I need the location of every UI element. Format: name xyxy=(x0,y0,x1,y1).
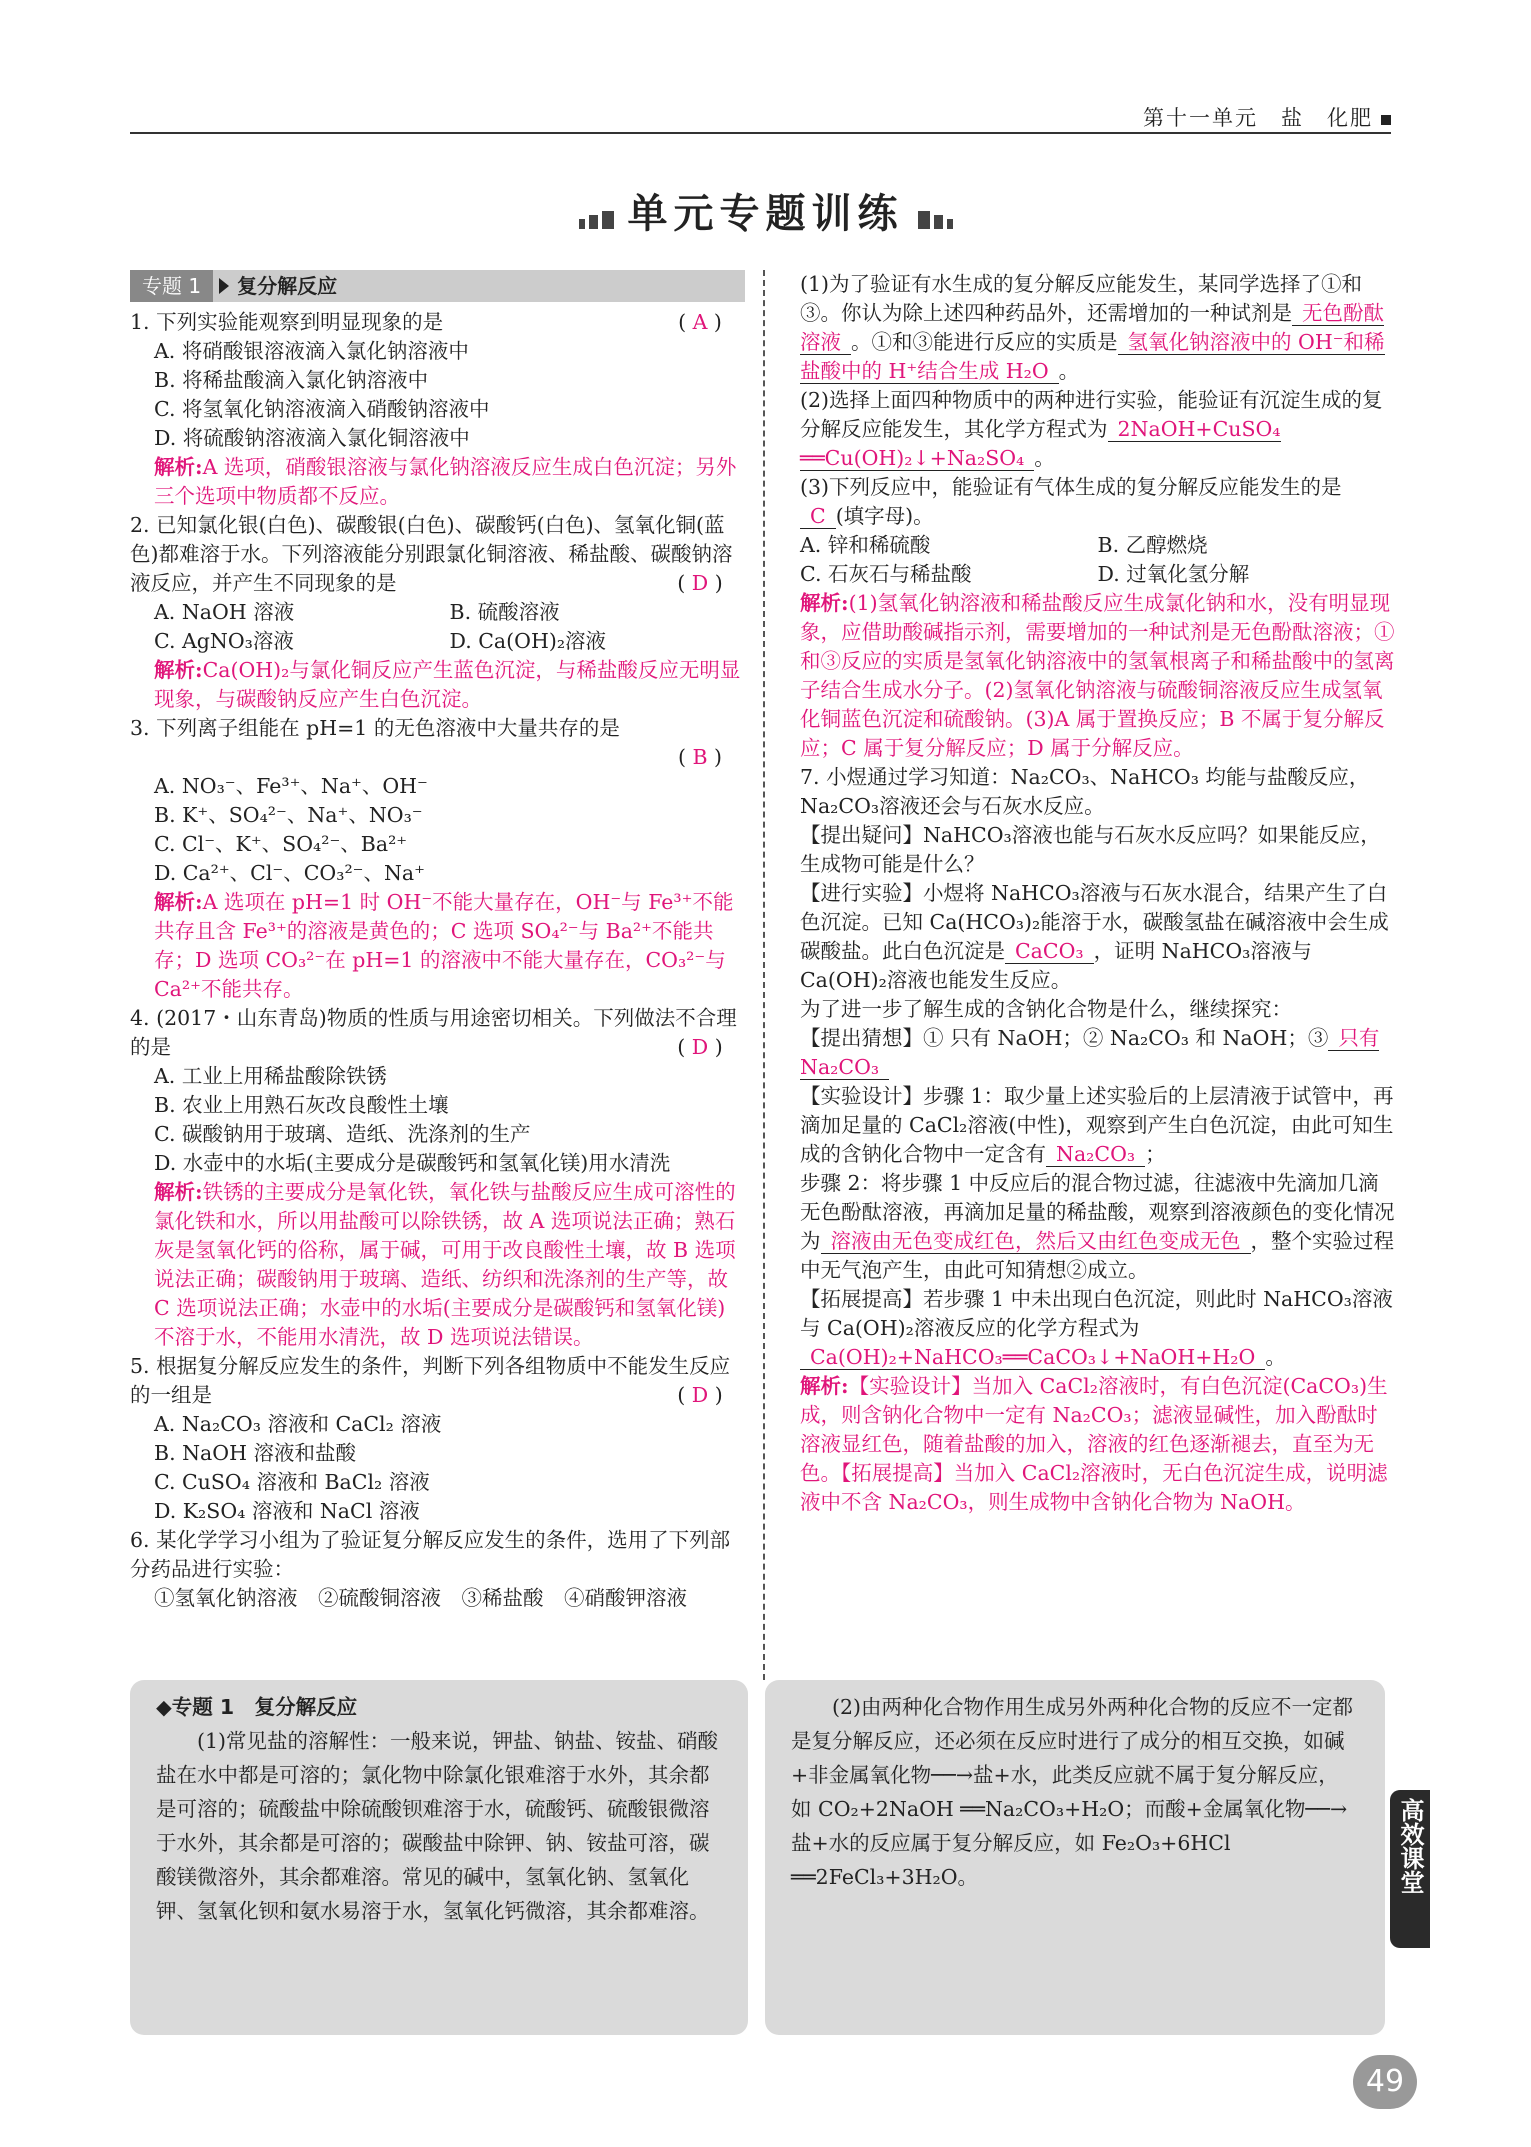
arrow-icon xyxy=(219,278,229,294)
tip-heading: ◆专题 1 复分解反应 xyxy=(156,1695,358,1719)
title-decoration-right-icon xyxy=(916,193,955,239)
question-7: 7. 小煜通过学习知道：Na₂CO₃、NaHCO₃ 均能与盐酸反应，Na₂CO₃溶液还会与石灰水反应。 【提出疑问】NaHCO₃溶液也能与石灰水反应吗？如果能反应，生成物可能是什么？ 【进行实验】小煜将 NaHCO₃溶液与石灰水混合，结果产生了白色沉淀。已知 Ca(HCO₃)₂能溶于水，碳酸氢盐在碱溶液中会生成碳酸盐。此白色沉淀是 CaCO₃ ，证明 NaHCO₃溶液与 Ca(OH)₂溶液也能发生反应。 为了进一步了解生成的含钠化合物是什么，继续探究： 【提出猜想】① 只有 NaOH；② Na₂CO₃ 和 NaOH；③ 只有 Na₂CO₃ 【实验设计】步骤 1：取少量上述实验后的上层清液于试管中，再滴加足量的 CaCl₂溶液(中性)，观察到产生白色沉淀，由此可知生成的含钠化合物中一定含有 Na₂CO₃ ； 步骤 2：将步骤 1 中反应后的混合物过滤，往滤液中先滴加几滴无色酚酞溶液，再滴加足量的稀盐酸，观察到溶液颜色的变化情况为 溶液由无色变成红色，然后又由红色变成无色 ，整个实验过程中无气泡产生，由此可知猜想②成立。 【拓展提高】若步骤 1 中未出现白色沉淀，则此时 NaHCO₃溶液与 Ca(OH)₂溶液反应的化学方程式为Ca(OH)₂+NaHCO₃══CaCO₃↓+NaOH+H₂O 。 解析:【实验设计】当加入 CaCl₂溶液时，有白色沉淀(CaCO₃)生成，则含钠化合物中一定有 Na₂CO₃；滤液显碱性，加入酚酞时溶液显红色，随着盐酸的加入，溶液的红色逐渐褪去，直至为无色。【拓展提高】当加入 CaCl₂溶液时，无白色沉淀生成，说明滤液中不含 Na₂CO₃，则生成物中含钠化合物为 NaOH。 xyxy=(800,763,1395,1517)
answer-slot: ( D ) xyxy=(677,571,723,595)
option: C. 碳酸钠用于玻璃、造纸、洗涤剂的生产 xyxy=(154,1122,531,1146)
section-name: 复分解反应 xyxy=(237,273,338,298)
title-decoration-left-icon xyxy=(577,193,616,239)
answer-blank: Na₂CO₃ xyxy=(1046,1142,1145,1167)
answer-blank: 氢氧化钠溶液中的 OH⁻和稀盐酸中的 H⁺结合生成 H₂O xyxy=(800,330,1385,383)
answer-blank: 2NaOH+CuSO₄ ══Cu(OH)₂↓+Na₂SO₄ xyxy=(800,417,1281,470)
question-6-parts: (1)为了验证有水生成的复分解反应能发生，某同学选择了①和③。你认为除上述四种药品外，还需增加的一种试剂是 无色酚酞溶液 。①和③能进行反应的实质是 氢氧化钠溶液中的 OH⁻和稀盐酸中的 H⁺结合生成 H₂O 。 (2)选择上面四种物质中的两种进行实验，能验证有沉淀生成的复分解反应能发生，其化学方程式为 2NaOH+CuSO₄ ══Cu(OH)₂↓+Na₂SO₄ 。 (3)下列反应中，能验证有气体生成的复分解反应能发生的是C (填字母)。 A. 锌和稀硫酸 B. 乙醇燃烧 C. 石灰石与稀盐酸 D. 过氧化氢分解 解析:(1)氢氧化钠溶液和稀盐酸反应生成氯化钠和水，没有明显现象，应借助酸碱指示剂，需要增加的一种试剂是无色酚酞溶液；①和③反应的实质是氢氧化钠溶液中的氢氧根离子和稀盐酸中的氢离子结合生成水分子。(2)氢氧化钠溶液与硫酸铜溶液反应生成氢氧化铜蓝色沉淀和硫酸钠。(3)A 属于置换反应；B 不属于复分解反应；C 属于复分解反应；D 属于分解反应。 xyxy=(800,270,1395,763)
answer-blank: CaCO₃ xyxy=(1005,939,1094,964)
side-tab: 高效课堂 xyxy=(1390,1790,1430,1948)
page-title: 单元专题训练 xyxy=(0,182,1531,239)
option: D. Ca²⁺、Cl⁻、CO₃²⁻、Na⁺ xyxy=(154,861,425,885)
square-icon xyxy=(1381,115,1391,125)
question-5: 5. 根据复分解反应发生的条件，判断下列各组物质中不能发生反应的一组是 ( D ) A. Na₂CO₃ 溶液和 CaCl₂ 溶液 B. NaOH 溶液和盐酸 C. CuSO₄ 溶液和 BaCl₂ 溶液 D. K₂SO₄ 溶液和 NaCl 溶液 xyxy=(130,1352,745,1526)
question-6-stem: 6. 某化学学习小组为了验证复分解反应发生的条件，选用了下列部分药品进行实验： ①氢氧化钠溶液 ②硫酸铜溶液 ③稀盐酸 ④硝酸钾溶液 xyxy=(130,1526,745,1613)
left-column xyxy=(130,270,745,1613)
option: A. NO₃⁻、Fe³⁺、Na⁺、OH⁻ xyxy=(154,774,428,798)
question-4: 4. (2017・山东青岛)物质的性质与用途密切相关。下列做法不合理的是 ( D ) A. 工业上用稀盐酸除铁锈 B. 农业上用熟石灰改良酸性土壤 C. 碳酸钠用于玻璃、造纸、洗涤剂的生产 D. 水壶中的水垢(主要成分是碳酸钙和氢氧化镁)用水清洗 解析:铁锈的主要成分是氧化铁，氧化铁与盐酸反应生成可溶性的氯化铁和水，所以用盐酸可以除铁锈，故 A 选项说法正确；熟石灰是氢氧化钙的俗称，属于碱，可用于改良酸性土壤，故 B 选项说法正确；碳酸钠用于玻璃、造纸、纺织和洗涤剂的生产等，故 C 选项说法正确；水壶中的水垢(主要成分是碳酸钙和氢氧化镁)不溶于水，不能用水清洗，故 D 选项说法错误。 xyxy=(130,1004,745,1352)
unit-label: 第十一单元 盐 化肥 xyxy=(1143,102,1391,132)
option: D. K₂SO₄ 溶液和 NaCl 溶液 xyxy=(154,1499,420,1523)
option-row: A. 锌和稀硫酸 B. 乙醇燃烧 xyxy=(800,533,1208,557)
page-number: 49 xyxy=(1353,2055,1417,2109)
analysis: 解析:A 选项在 pH=1 时 OH⁻不能大量存在，OH⁻与 Fe³⁺不能共存且含 Fe³⁺的溶液是黄色的；C 选项 SO₄²⁻与 Ba²⁺不能共存；D 选项 CO₃²⁻在 pH=1 的溶液中不能大量存在，CO₃²⁻与 Ca²⁺不能共存。 xyxy=(154,890,734,1001)
section-tag: 专题 1 xyxy=(130,270,213,302)
option: C. 将氢氧化钠溶液滴入硝酸钠溶液中 xyxy=(154,397,490,421)
analysis: 解析:A 选项，硝酸银溶液与氯化钠溶液反应生成白色沉淀；另外三个选项中物质都不反应。 xyxy=(154,455,737,508)
option: D. 水壶中的水垢(主要成分是碳酸钙和氢氧化镁)用水清洗 xyxy=(154,1151,671,1175)
question-2: 2. 已知氯化银(白色)、碳酸银(白色)、碳酸钙(白色)、氢氧化铜(蓝色)都难溶于水。下列溶液能分别跟氯化铜溶液、稀盐酸、碳酸钠溶液反应，并产生不同现象的是 ( D ) A. NaOH 溶液 B. 硫酸溶液 C. AgNO₃溶液 D. Ca(OH)₂溶液 解析:Ca(OH)₂与氯化铜反应产生蓝色沉淀，与稀盐酸反应无明显现象，与碳酸钠反应产生白色沉淀。 xyxy=(130,511,745,714)
right-column xyxy=(800,270,1395,1517)
option: B. 农业上用熟石灰改良酸性土壤 xyxy=(154,1093,449,1117)
answer-blank: 无色酚酞溶液 xyxy=(800,301,1384,354)
answer-slot: ( D ) xyxy=(677,1035,723,1059)
tip-text: (2)由两种化合物作用生成另外两种化合物的反应不一定都是复分解反应，还必须在反应时进行了成分的相互交换，如碱+非金属氧化物──→盐+水，此类反应就不属于复分解反应，如 CO₂+2NaOH ══Na₂CO₃+H₂O；而酸+金属氧化物──→盐+水的反应属于复分解反应，如 Fe₂O₃+6HCl ══2FeCl₃+3H₂O。 xyxy=(791,1695,1354,1889)
analysis: 解析:【实验设计】当加入 CaCl₂溶液时，有白色沉淀(CaCO₃)生成，则含钠化合物中一定有 Na₂CO₃；滤液显碱性，加入酚酞时溶液显红色，随着盐酸的加入，溶液的红色逐渐褪去，直至为无色。【拓展提高】当加入 CaCl₂溶液时，无白色沉淀生成，说明滤液中不含 Na₂CO₃，则生成物中含钠化合物为 NaOH。 xyxy=(800,1374,1388,1514)
option-row: C. 石灰石与稀盐酸 D. 过氧化氢分解 xyxy=(800,562,1250,586)
answer-blank: 只有 Na₂CO₃ xyxy=(800,1026,1380,1079)
section-bar xyxy=(130,270,745,302)
analysis: 解析:(1)氢氧化钠溶液和稀盐酸反应生成氯化钠和水，没有明显现象，应借助酸碱指示剂，需要增加的一种试剂是无色酚酞溶液；①和③反应的实质是氢氧化钠溶液中的氢氧根离子和稀盐酸中的氢离子结合生成水分子。(2)氢氧化钠溶液与硫酸铜溶液反应生成氢氧化铜蓝色沉淀和硫酸钠。(3)A 属于置换反应；B 不属于复分解反应；C 属于复分解反应；D 属于分解反应。 xyxy=(800,591,1395,760)
reagent-list: ①氢氧化钠溶液 ②硫酸铜溶液 ③稀盐酸 ④硝酸钾溶液 xyxy=(154,1586,687,1610)
option: B. 将稀盐酸滴入氯化钠溶液中 xyxy=(154,368,429,392)
option-row: C. AgNO₃溶液 D. Ca(OH)₂溶液 xyxy=(154,629,607,653)
option: A. 将硝酸银溶液滴入氯化钠溶液中 xyxy=(154,339,469,363)
question-1: ( A ) 1. 下列实验能观察到明显现象的是 A. 将硝酸银溶液滴入氯化钠溶液中 B. 将稀盐酸滴入氯化钠溶液中 C. 将氢氧化钠溶液滴入硝酸钠溶液中 D. 将硫酸钠溶液滴入氯化铜溶液中 解析:A 选项，硝酸银溶液与氯化钠溶液反应生成白色沉淀；另外三个选项中物质都不反应。 xyxy=(130,308,745,511)
question-3: 3. 下列离子组能在 pH=1 的无色溶液中大量共存的是 ( B ) A. NO₃⁻、Fe³⁺、Na⁺、OH⁻ B. K⁺、SO₄²⁻、Na⁺、NO₃⁻ C. Cl⁻、K⁺、SO₄²⁻、Ba²⁺ D. Ca²⁺、Cl⁻、CO₃²⁻、Na⁺ 解析:A 选项在 pH=1 时 OH⁻不能大量存在，OH⁻与 Fe³⁺不能共存且含 Fe³⁺的溶液是黄色的；C 选项 SO₄²⁻与 Ba²⁺不能共存；D 选项 CO₃²⁻在 pH=1 的溶液中不能大量存在，CO₃²⁻与 Ca²⁺不能共存。 xyxy=(130,714,745,1004)
answer-slot: ( B ) xyxy=(677,745,723,769)
tip-box-left xyxy=(130,1680,748,2035)
running-header xyxy=(130,100,1391,134)
answer-blank: Ca(OH)₂+NaHCO₃══CaCO₃↓+NaOH+H₂O xyxy=(800,1345,1265,1370)
option: C. CuSO₄ 溶液和 BaCl₂ 溶液 xyxy=(154,1470,430,1494)
option: B. NaOH 溶液和盐酸 xyxy=(154,1441,356,1465)
analysis: 解析:铁锈的主要成分是氧化铁，氧化铁与盐酸反应生成可溶性的氯化铁和水，所以用盐酸可以除铁锈，故 A 选项说法正确；熟石灰是氢氧化钙的俗称，属于碱，可用于改良酸性土壤，故 B 选项说法正确；碳酸钠用于玻璃、造纸、纺织和洗涤剂的生产等，故 C 选项说法正确；水壶中的水垢(主要成分是碳酸钙和氢氧化镁)不溶于水，不能用水清洗，故 D 选项说法错误。 xyxy=(154,1180,736,1349)
answer-blank: 溶液由无色变成红色，然后又由红色变成无色 xyxy=(821,1229,1251,1254)
option: A. Na₂CO₃ 溶液和 CaCl₂ 溶液 xyxy=(154,1412,442,1436)
tip-text: (1)常见盐的溶解性：一般来说，钾盐、钠盐、铵盐、硝酸盐在水中都是可溶的；氯化物中除氯化银难溶于水外，其余都是可溶的；硫酸盐中除硫酸钡难溶于水，硫酸钙、硫酸银微溶于水外，其余都是可溶的；碳酸盐中除钾、钠、铵盐可溶，碳酸镁微溶外，其余都难溶。常见的碱中，氢氧化钠、氢氧化钾、氢氧化钡和氨水易溶于水，氢氧化钙微溶，其余都难溶。 xyxy=(156,1729,719,1923)
analysis: 解析:Ca(OH)₂与氯化铜反应产生蓝色沉淀，与稀盐酸反应无明显现象，与碳酸钠反应产生白色沉淀。 xyxy=(154,658,741,711)
option: C. Cl⁻、K⁺、SO₄²⁻、Ba²⁺ xyxy=(154,832,408,856)
option-row: A. NaOH 溶液 B. 硫酸溶液 xyxy=(154,600,560,624)
answer-slot: ( D ) xyxy=(677,1383,723,1407)
tip-box-right xyxy=(765,1680,1385,2035)
option: D. 将硫酸钠溶液滴入氯化铜溶液中 xyxy=(154,426,470,450)
answer-blank: C xyxy=(800,504,836,529)
column-divider xyxy=(763,270,765,1680)
answer-slot: ( A ) xyxy=(678,310,722,334)
option: B. K⁺、SO₄²⁻、Na⁺、NO₃⁻ xyxy=(154,803,423,827)
option: A. 工业上用稀盐酸除铁锈 xyxy=(154,1064,387,1088)
